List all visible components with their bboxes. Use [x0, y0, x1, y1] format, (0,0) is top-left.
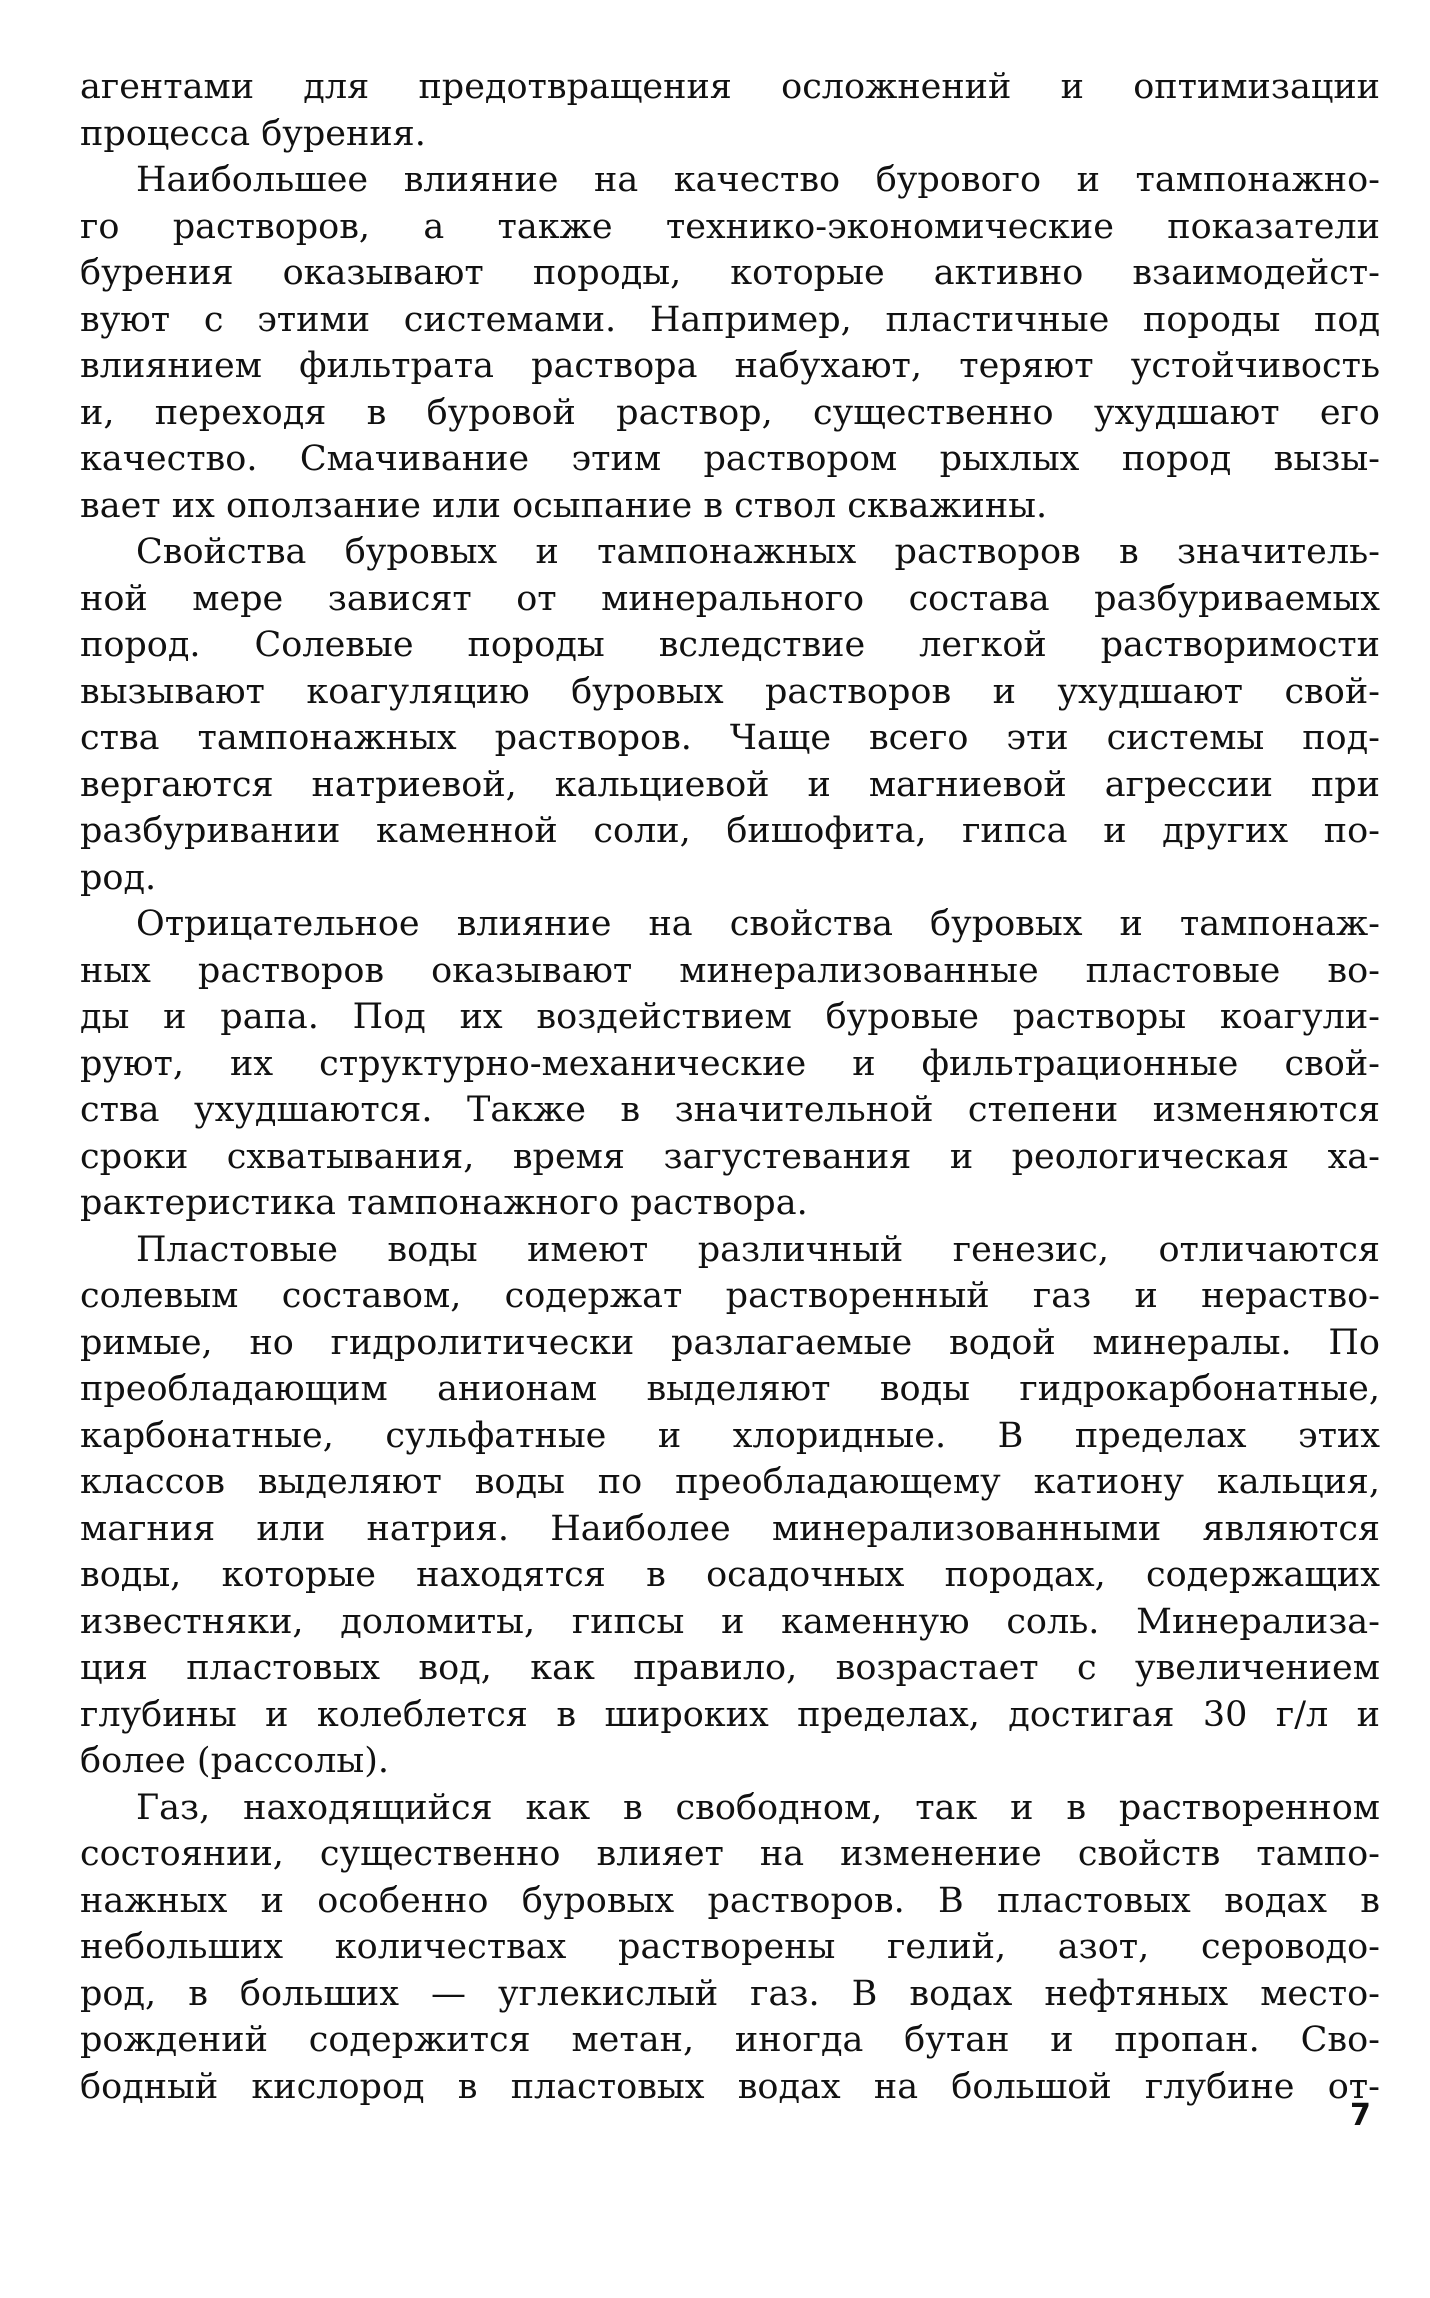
text-line: ства тампонажных растворов. Чаще всего эти системы под- [80, 718, 1380, 758]
text-line: разбуривании каменной соли, бишофита, гипса и других по- [80, 811, 1380, 851]
text-line: римые, но гидролитически разлагаемые водой минералы. По [80, 1322, 1380, 1363]
paragraph [80, 1227, 1380, 1785]
text-line: более (рассолы). [80, 1741, 390, 1781]
text-line: Свойства буровых и тампонажных растворов в значитель- [136, 532, 1380, 572]
text-line: карбонатные, сульфатные и хлоридные. В пределах этих [80, 1415, 1380, 1456]
page-body [80, 64, 1380, 2110]
text-line: Наибольшее влияние на качество бурового и тампонажно- [136, 160, 1380, 200]
paragraph [80, 157, 1380, 529]
text-line: бодный кислород в пластовых водах на большой глубине от- [80, 2066, 1380, 2107]
text-line: вает их оползание или осыпание в ствол скважины. [80, 485, 1048, 526]
text-line: качество. Смачивание этим раствором рыхлых пород вызы- [80, 439, 1380, 479]
text-line: род. [80, 857, 157, 898]
text-line: солевым составом, содержат растворенный газ и нераство- [80, 1276, 1380, 1316]
text-line: классов выделяют воды по преобладающему катиону кальция, [80, 1462, 1380, 1502]
text-line: сроки схватывания, время загустевания и реологическая ха- [80, 1136, 1380, 1177]
text-line: руют, их структурно-механические и фильтрационные свой- [80, 1043, 1380, 1084]
paragraph [80, 529, 1380, 901]
text-line: глубины и колеблется в широких пределах, достигая 30 г/л и [80, 1694, 1380, 1735]
paragraph [80, 1785, 1380, 2111]
text-line: процесса бурения. [80, 113, 426, 154]
text-line: воды, которые находятся в осадочных породах, содержащих [80, 1555, 1380, 1595]
text-line: ция пластовых вод, как правило, возрастает с увеличением [80, 1648, 1380, 1688]
paragraph [80, 901, 1380, 1227]
text-line: Газ, находящийся как в свободном, так и в растворенном [136, 1787, 1380, 1828]
text-line: преобладающим анионам выделяют воды гидрокарбонатные, [80, 1369, 1380, 1409]
text-line: род, в больших — углекислый газ. В водах нефтяных место- [80, 1973, 1380, 2014]
text-line: рождений содержится метан, иногда бутан и пропан. Сво- [80, 2020, 1380, 2060]
text-line: Пластовые воды имеют различный генезис, отличаются [136, 1229, 1380, 1270]
text-line: известняки, доломиты, гипсы и каменную соль. Минерализа- [80, 1601, 1380, 1642]
text-line: ных растворов оказывают минерализованные пластовые во- [80, 950, 1380, 991]
text-line: бурения оказывают породы, которые активно взаимодейст- [80, 253, 1380, 293]
text-line: ства ухудшаются. Также в значительной степени изменяются [80, 1090, 1380, 1130]
text-line: вуют с этими системами. Например, пластичные породы под [80, 299, 1380, 340]
text-line: магния или натрия. Наиболее минерализованными являются [80, 1508, 1380, 1549]
text-line: вызывают коагуляцию буровых растворов и ухудшают свой- [80, 671, 1380, 712]
text-line: небольших количествах растворены гелий, азот, сероводо- [80, 1927, 1380, 1967]
text-line: вергаются натриевой, кальциевой и магниевой агрессии при [80, 764, 1380, 805]
text-line: состоянии, существенно влияет на изменение свойств тампо- [80, 1834, 1380, 1874]
text-line: ды и рапа. Под их воздействием буровые растворы коагули- [80, 997, 1380, 1037]
page-number: 7 [1350, 2098, 1371, 2133]
text-line: пород. Солевые породы вследствие легкой растворимости [80, 625, 1380, 665]
text-line: нажных и особенно буровых растворов. В пластовых водах в [80, 1880, 1380, 1921]
text-line: агентами для предотвращения осложнений и оптимизации [80, 67, 1380, 107]
text-line: Отрицательное влияние на свойства буровых и тампонаж- [136, 904, 1380, 944]
text-line: ной мере зависят от минерального состава разбуриваемых [80, 578, 1380, 619]
text-line: и, переходя в буровой раствор, существенно ухудшают его [80, 392, 1380, 433]
text-line: рактеристика тампонажного раствора. [80, 1183, 808, 1223]
text-line: го растворов, а также технико-экономические показатели [80, 206, 1380, 247]
paragraph [80, 64, 1380, 157]
text-line: влиянием фильтрата раствора набухают, теряют устойчивость [80, 346, 1380, 386]
